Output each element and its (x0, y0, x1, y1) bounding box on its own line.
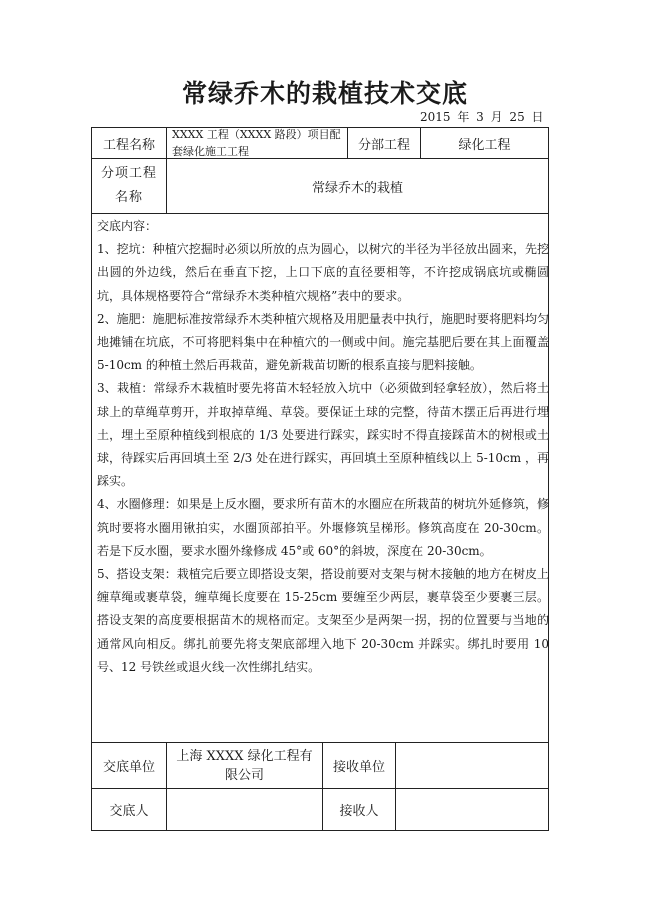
row-divider (91, 213, 549, 214)
subproject-value: 常绿乔木的栽植 (311, 180, 403, 196)
content-item-support: 5、搭设支架：栽植完后要立即搭设支架，搭设前要对支架与树木接触的地方在树皮上缠草绳或裹草袋，缠草绳长度要在 15-25cm 要缠至少两层，裹草袋至少要裹三层。搭设支架的高度要根据苗木的规格而定。支架至少是两架一拐，拐的位置要与当地的通常风向相反。绑扎前要先将支架底部埋入地下 20-30cm 并踩实。绑扎时要用 10 号、12 号铁丝或退火线一次性绑扎结实。 (97, 567, 549, 674)
project-name-value: XXXX 工程（XXXX 路段）项目配套绿化施工工程 (172, 128, 341, 158)
disclosure-content (97, 215, 549, 679)
content-intro: 交底内容： (97, 219, 158, 233)
division-value: 绿化工程 (458, 137, 511, 153)
submitter-label: 交底人 (109, 804, 149, 819)
content-item-plant: 3、栽植：常绿乔木栽植时要先将苗木轻轻放入坑中（必须做到轻拿轻放），然后将土球上的草绳草剪开，并取掉草绳、草袋。要保证土球的完整，待苗木摆正后再进行埋土，埋土至原种植线到根底的 1/3 处要进行踩实，踩实时不得直接踩苗木的树根或土球，待踩实后再回填土至 2/3 处在进行踩实，再回填土至原种植线以上 5-10cm ，再踩实。 (97, 381, 549, 489)
receiver-value (396, 789, 548, 830)
receiver-label: 接收人 (339, 804, 379, 819)
submit-unit-label: 交底单位 (102, 760, 155, 775)
content-item-water-ring: 4、水圈修理：如果是上反水圈，要求所有苗木的水圈应在所栽苗的树坑外延修筑，修筑时要将水圈用锹拍实，水圈顶部拍平。外堰修筑呈梯形。修筑高度在 20-30cm。若是下反水圈，要求水圈外缘修成 45°或 60°的斜坡，深度在 20-30cm。 (97, 497, 549, 558)
content-item-fertilize: 2、施肥：施肥标准按常绿乔木类种植穴规格及用肥量表中执行，施肥时要将肥料均匀地摊铺在坑底，不可将肥料集中在种植穴的一侧或中间。施完基肥后要在其上面覆盖 5-10cm 的种植土然后再栽苗，避免新栽苗切断的根系直接与肥料接触。 (97, 311, 549, 373)
receive-unit-label: 接收单位 (332, 760, 385, 775)
content-item-dig: 1、挖坑：种植穴挖掘时必须以所放的点为圆心，以树穴的半径为半径放出圆来，先挖出圆的外边线，然后在垂直下挖，上口下底的直径要相等，不许挖成锅底坑或椭圆坑，具体规格要符合“常绿乔木类种植穴规格”表中的要求。 (97, 242, 549, 303)
submit-unit-value: 上海 XXXX 绿化工程有限公司 (176, 748, 313, 783)
receive-unit-value (396, 743, 548, 788)
document-date: 2015 年 3 月 25 日 (420, 110, 544, 124)
subproject-label: 分项工程名称 (100, 166, 157, 205)
submitter-value (167, 789, 322, 830)
project-name-label: 工程名称 (102, 137, 155, 153)
division-label: 分部工程 (357, 137, 410, 153)
document-title: 常绿乔木的栽植技术交底 (181, 79, 468, 108)
